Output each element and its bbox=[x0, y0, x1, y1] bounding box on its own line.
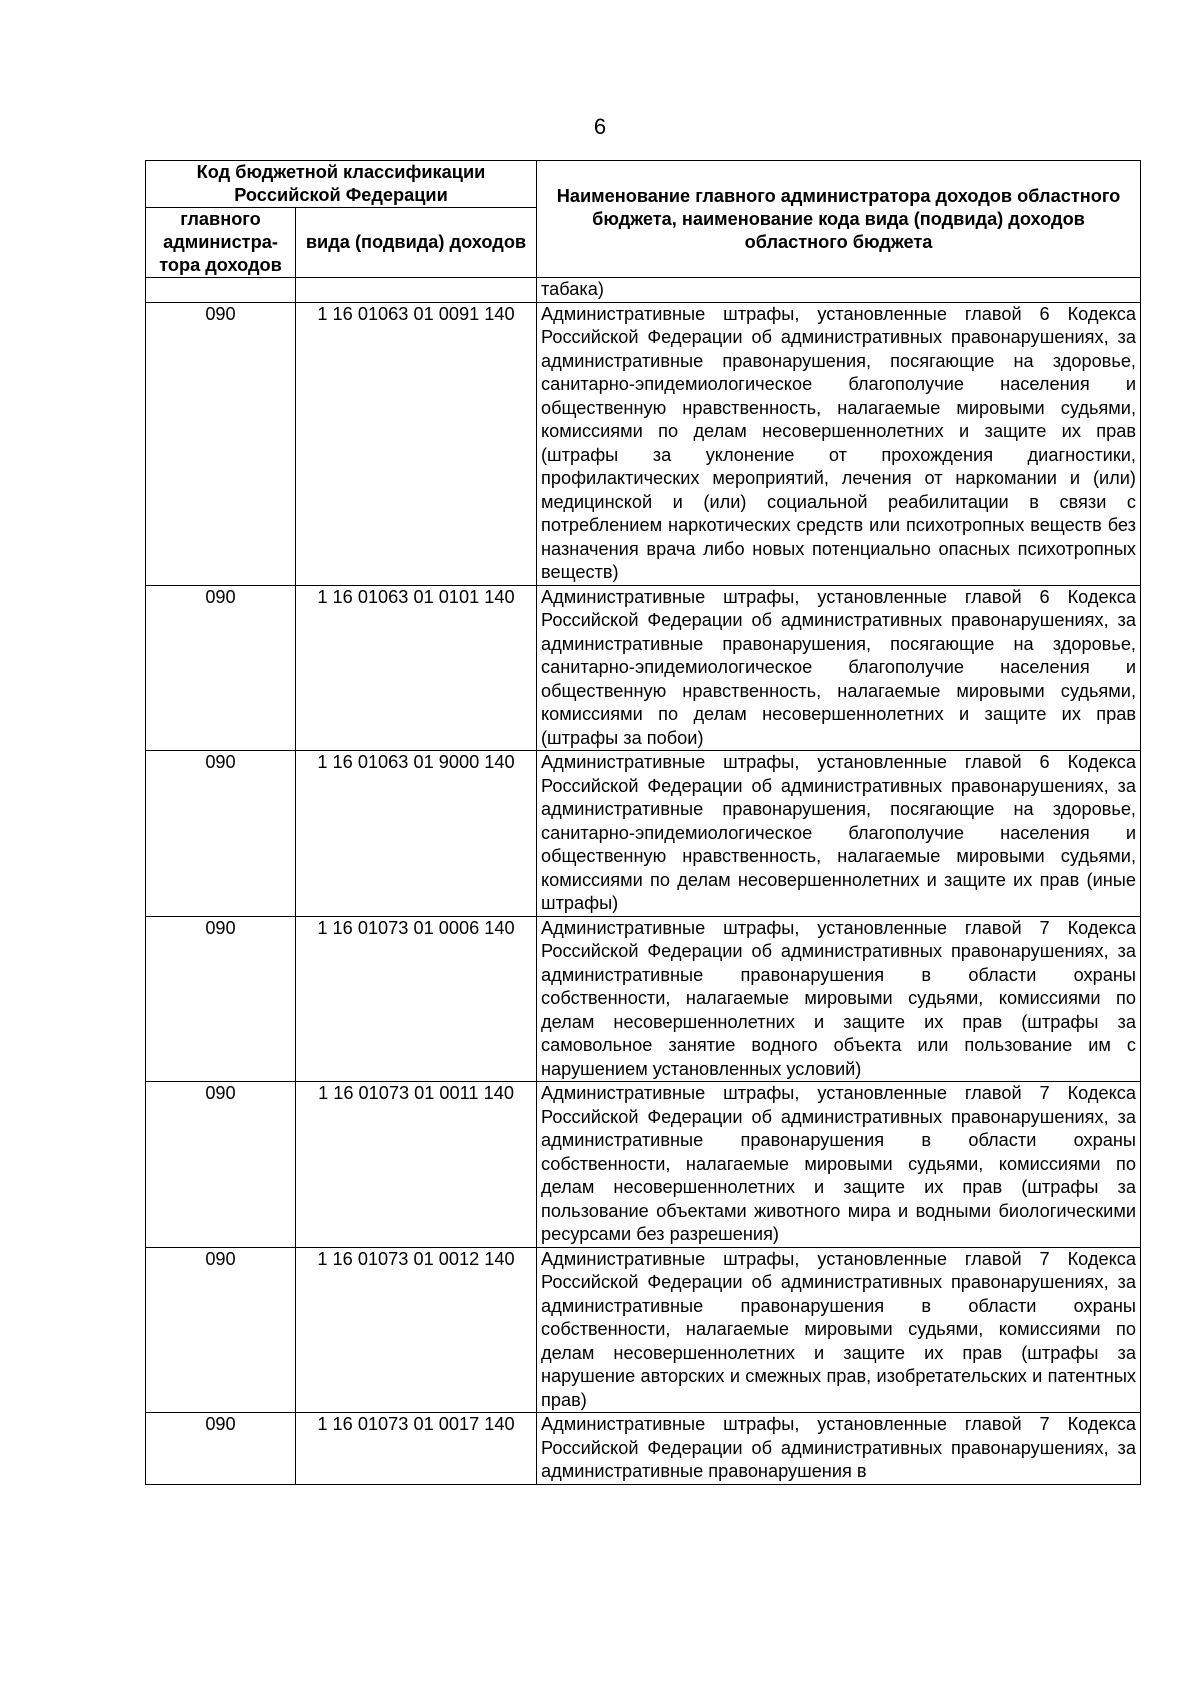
page-number: 6 bbox=[593, 114, 607, 139]
header-code-column: вида (подвида) доходов bbox=[296, 208, 537, 278]
cell-code: 1 16 01073 01 0006 140 bbox=[296, 916, 537, 1082]
cell-admin: 090 bbox=[146, 1413, 296, 1485]
header-admin-column: главного администра-тора доходов bbox=[146, 208, 296, 278]
table-row bbox=[146, 585, 1141, 751]
cell-name: Административные штрафы, установленные главой 7 Кодекса Российской Федерации об административных правонарушениях, за административные правонарушения в области охраны собственности, налагаемые мировыми судьями, комиссиями по делам несовершеннолетних и защите их прав (штрафы за пользование объектами животного мира и водными биологическими ресурсами без разрешения) bbox=[537, 1082, 1141, 1248]
cell-name: табака) bbox=[537, 278, 1141, 303]
header-code-group: Код бюджетной классификации Российской Федерации bbox=[146, 161, 537, 208]
cell-admin: 090 bbox=[146, 1082, 296, 1248]
cell-code: 1 16 01073 01 0012 140 bbox=[296, 1247, 537, 1413]
cell-admin: 090 bbox=[146, 302, 296, 585]
cell-code: 1 16 01073 01 0017 140 bbox=[296, 1413, 537, 1485]
cell-name: Административные штрафы, установленные главой 6 Кодекса Российской Федерации об административных правонарушениях, за административные правонарушения, посягающие на здоровье, санитарно-эпидемиологическое благополучие населения и общественную нравственность, налагаемые мировыми судьями, комиссиями по делам несовершеннолетних и защите их прав (иные штрафы) bbox=[537, 751, 1141, 917]
cell-admin: 090 bbox=[146, 751, 296, 917]
cell-admin: 090 bbox=[146, 1247, 296, 1413]
cell-name: Административные штрафы, установленные главой 7 Кодекса Российской Федерации об административных правонарушениях, за административные правонарушения в области охраны собственности, налагаемые мировыми судьями, комиссиями по делам несовершеннолетних и защите их прав (штрафы за нарушение авторских и смежных прав, изобретательских и патентных прав) bbox=[537, 1247, 1141, 1413]
cell-code: 1 16 01073 01 0011 140 bbox=[296, 1082, 537, 1248]
cell-code: 1 16 01063 01 9000 140 bbox=[296, 751, 537, 917]
table-row bbox=[146, 751, 1141, 917]
cell-admin: 090 bbox=[146, 585, 296, 751]
cell-code: 1 16 01063 01 0101 140 bbox=[296, 585, 537, 751]
table-row bbox=[146, 1082, 1141, 1248]
cell-code: 1 16 01063 01 0091 140 bbox=[296, 302, 537, 585]
table-row-continuation bbox=[146, 278, 1141, 303]
cell-name: Административные штрафы, установленные главой 7 Кодекса Российской Федерации об административных правонарушениях, за административные правонарушения в bbox=[537, 1413, 1141, 1485]
header-name-column: Наименование главного администратора доходов областного бюджета, наименование кода вида (подвида) доходов областного бюджета bbox=[537, 161, 1141, 278]
table-row bbox=[146, 302, 1141, 585]
table-header-row bbox=[146, 161, 1141, 208]
cell-code bbox=[296, 278, 537, 303]
cell-name: Административные штрафы, установленные главой 6 Кодекса Российской Федерации об административных правонарушениях, за административные правонарушения, посягающие на здоровье, санитарно-эпидемиологическое благополучие населения и общественную нравственность, налагаемые мировыми судьями, комиссиями по делам несовершеннолетних и защите их прав (штрафы за побои) bbox=[537, 585, 1141, 751]
cell-admin: 090 bbox=[146, 916, 296, 1082]
table-row bbox=[146, 1247, 1141, 1413]
cell-name: Административные штрафы, установленные главой 6 Кодекса Российской Федерации об административных правонарушениях, за административные правонарушения, посягающие на здоровье, санитарно-эпидемиологическое благополучие населения и общественную нравственность, налагаемые мировыми судьями, комиссиями по делам несовершеннолетних и защите их прав (штрафы за уклонение от прохождения диагностики, профилактических мероприятий, лечения от наркомании и (или) медицинской и (или) социальной реабилитации в связи с потреблением наркотических средств или психотропных веществ без назначения врача либо новых потенциально опасных психотропных веществ) bbox=[537, 302, 1141, 585]
cell-name: Административные штрафы, установленные главой 7 Кодекса Российской Федерации об административных правонарушениях, за административные правонарушения в области охраны собственности, налагаемые мировыми судьями, комиссиями по делам несовершеннолетних и защите их прав (штрафы за самовольное занятие водного объекта или пользование им с нарушением установленных условий) bbox=[537, 916, 1141, 1082]
table-row bbox=[146, 916, 1141, 1082]
cell-admin bbox=[146, 278, 296, 303]
budget-classification-table bbox=[145, 160, 1141, 1485]
table-row bbox=[146, 1413, 1141, 1485]
